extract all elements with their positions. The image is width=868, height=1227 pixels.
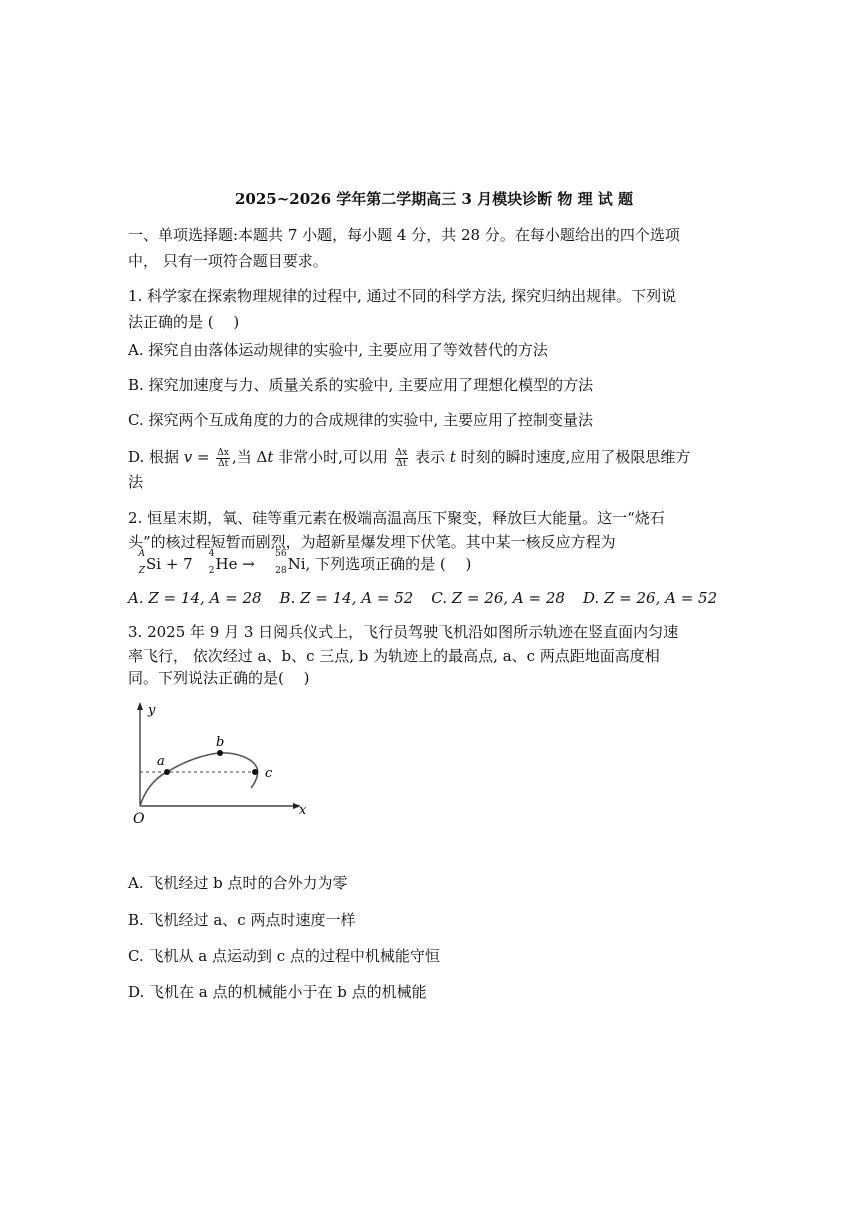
q2-option-b: B. Z = 14, A = 52	[279, 589, 414, 607]
q1-option-d	[128, 447, 690, 469]
q2-equation-tail: , 下列选项正确的是 ( )	[305, 555, 472, 573]
q3-stem-line2: 率飞行， 依次经过 a、b、c 三点, b 为轨迹上的最高点, a、c 两点距地面高度相	[128, 647, 660, 665]
q1-d-mid3: 表示	[410, 448, 450, 466]
label-y: y	[148, 703, 156, 718]
label-c: c	[265, 766, 273, 781]
ni-atomic-number: 28	[275, 566, 287, 576]
fraction-denominator: Δt	[218, 458, 229, 469]
q1-d-t: t	[267, 448, 274, 466]
label-a: a	[157, 754, 165, 769]
nuclide-ni	[275, 549, 306, 576]
label-b: b	[216, 735, 225, 750]
nuclide-he	[208, 549, 255, 576]
fraction-numerator: Δx	[395, 447, 408, 458]
he-mass-number: 4	[208, 549, 215, 559]
section-instruction-line1: 一、单项选择题:本题共 7 小题，每小题 4 分，共 28 分。在每小题给出的四个选项	[128, 226, 680, 244]
q1-d-mid1: ,当 Δ	[231, 448, 268, 466]
he-symbol: He →	[215, 555, 255, 573]
section-instruction-line2: 中， 只有一项符合题目要求。	[128, 252, 328, 270]
q2-option-c: C. Z = 26, A = 28	[431, 589, 565, 607]
q3-option-c: C. 飞机从 a 点运动到 c 点的过程中机械能守恒	[128, 947, 440, 965]
fraction-denominator: Δt	[396, 458, 407, 469]
page-title: 2025~2026 学年第二学期高三 3 月模块诊断 物 理 试 题	[234, 190, 634, 208]
si-mass-number: A	[138, 549, 145, 559]
q2-option-a: A. Z = 14, A = 28	[128, 589, 262, 607]
he-atomic-number: 2	[208, 566, 215, 576]
ni-mass-number: 56	[275, 549, 287, 559]
point-a	[164, 769, 170, 775]
q2-option-d: D. Z = 26, A = 52	[582, 589, 718, 607]
q1-stem-line1: 1. 科学家在探索物理规律的过程中, 通过不同的科学方法, 探究归纳出规律。下列说	[128, 287, 677, 305]
ni-symbol: Ni	[287, 555, 306, 573]
q1-option-c: C. 探究两个互成角度的力的合成规律的实验中, 主要应用了控制变量法	[128, 411, 594, 429]
q1-stem-line2: 法正确的是 ( )	[128, 313, 240, 331]
y-axis-arrow	[137, 702, 143, 710]
q1-option-d-line2: 法	[128, 473, 144, 491]
q1-d-v: v	[183, 448, 193, 466]
point-b	[217, 750, 223, 756]
si-symbol: Si + 7	[146, 555, 193, 573]
point-c	[252, 769, 258, 775]
q2-options	[128, 588, 735, 608]
q1-d-eq: =	[192, 448, 215, 466]
q1-d-pre: D. 根据	[128, 448, 184, 466]
q1-d-t2: t	[449, 448, 456, 466]
label-x: x	[299, 803, 307, 818]
q1-option-a: A. 探究自由落体运动规律的实验中, 主要应用了等效替代的方法	[128, 341, 548, 359]
label-o: O	[133, 811, 145, 827]
q3-stem-line1: 3. 2025 年 9 月 3 日阅兵仪式上，飞行员驾驶飞机沿如图所示轨迹在竖直面内匀速	[128, 623, 679, 641]
q1-d-mid2: 非常小时,可以用	[273, 448, 393, 466]
q2-stem-line1: 2. 恒星末期，氧、硅等重元素在极端高温高压下聚变，释放巨大能量。这一“烧石	[128, 509, 665, 527]
q2-nuclear-equation	[134, 549, 472, 576]
q1-d-fraction-2	[395, 448, 409, 469]
q3-option-b: B. 飞机经过 a、c 两点时速度一样	[128, 911, 356, 929]
q2-stem-line2: 头”的核过程短暂而剧烈，为超新星爆发埋下伏笔。其中某一核反应方程为	[128, 533, 616, 551]
q3-option-d: D. 飞机在 a 点的机械能小于在 b 点的机械能	[128, 983, 427, 1001]
si-atomic-number: Z	[138, 566, 145, 576]
q3-option-a: A. 飞机经过 b 点时的合外力为零	[128, 874, 348, 892]
nuclide-si	[138, 549, 193, 576]
q3-trajectory-figure	[125, 698, 320, 828]
q1-d-fraction	[216, 448, 230, 469]
q1-option-b: B. 探究加速度与力、质量关系的实验中, 主要应用了理想化模型的方法	[128, 376, 594, 394]
fraction-numerator: Δx	[217, 447, 229, 458]
q1-d-post: 时刻的瞬时速度,应用了极限思维方	[455, 448, 691, 466]
q3-stem-line3: 同。下列说法正确的是( )	[128, 669, 310, 687]
